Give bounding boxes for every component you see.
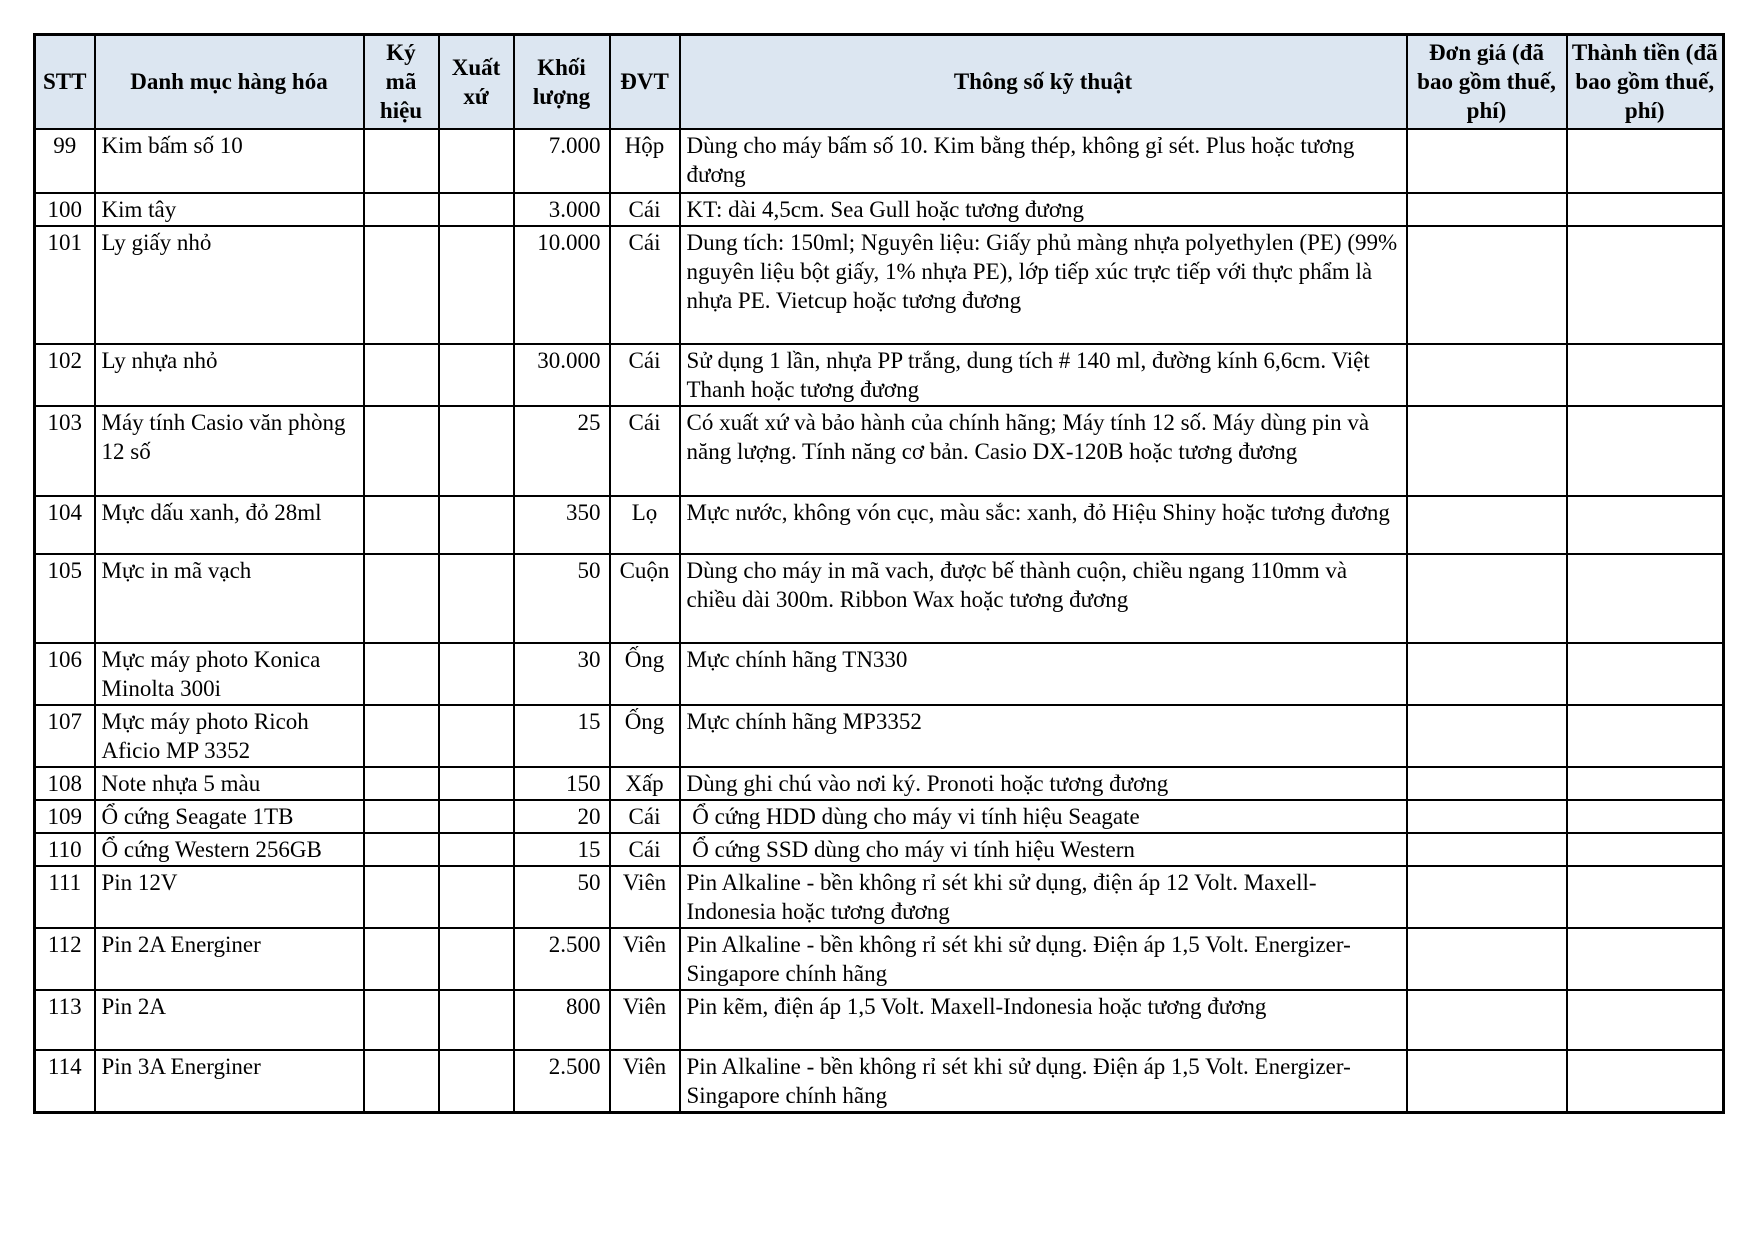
cell-stt: 110 <box>35 833 95 866</box>
cell-origin <box>439 344 514 406</box>
table-row <box>35 800 1724 833</box>
cell-unit_price <box>1407 767 1567 800</box>
table-row <box>35 496 1724 554</box>
cell-qty: 50 <box>514 866 610 928</box>
cell-qty: 50 <box>514 554 610 643</box>
cell-stt: 113 <box>35 990 95 1050</box>
cell-code <box>364 767 439 800</box>
table-row <box>35 1050 1724 1113</box>
cell-total <box>1567 1050 1724 1113</box>
cell-stt: 99 <box>35 129 95 193</box>
procurement-items-table <box>33 33 1725 1114</box>
cell-code <box>364 928 439 990</box>
cell-qty: 20 <box>514 800 610 833</box>
cell-unit: Hộp <box>610 129 680 193</box>
cell-unit: Viên <box>610 1050 680 1113</box>
column-header-qty: Khối lượng <box>514 35 610 129</box>
cell-specs: Mực chính hãng MP3352 <box>680 705 1407 767</box>
column-header-origin: Xuất xứ <box>439 35 514 129</box>
cell-total <box>1567 990 1724 1050</box>
cell-qty: 30 <box>514 643 610 705</box>
table-row <box>35 866 1724 928</box>
cell-origin <box>439 928 514 990</box>
cell-qty: 3.000 <box>514 193 610 226</box>
cell-qty: 2.500 <box>514 928 610 990</box>
cell-origin <box>439 866 514 928</box>
cell-item: Ổ cứng Seagate 1TB <box>95 800 364 833</box>
cell-qty: 10.000 <box>514 226 610 344</box>
cell-specs: KT: dài 4,5cm. Sea Gull hoặc tương đương <box>680 193 1407 226</box>
cell-stt: 111 <box>35 866 95 928</box>
cell-specs: Mực nước, không vón cục, màu sắc: xanh, đỏ Hiệu Shiny hoặc tương đương <box>680 496 1407 554</box>
cell-total <box>1567 344 1724 406</box>
cell-unit_price <box>1407 406 1567 496</box>
cell-item: Mực in mã vạch <box>95 554 364 643</box>
cell-specs: Ổ cứng SSD dùng cho máy vi tính hiệu Western <box>680 833 1407 866</box>
cell-specs: Mực chính hãng TN330 <box>680 643 1407 705</box>
cell-stt: 109 <box>35 800 95 833</box>
cell-origin <box>439 767 514 800</box>
cell-specs: Có xuất xứ và bảo hành của chính hãng; Máy tính 12 số. Máy dùng pin và năng lượng. Tính năng cơ bản. Casio DX-120B hoặc tương đương <box>680 406 1407 496</box>
cell-stt: 103 <box>35 406 95 496</box>
cell-item: Ổ cứng Western 256GB <box>95 833 364 866</box>
cell-origin <box>439 496 514 554</box>
cell-code <box>364 705 439 767</box>
cell-specs: Dung tích: 150ml; Nguyên liệu: Giấy phủ màng nhựa polyethylen (PE) (99% nguyên liệu bột giấy, 1% nhựa PE), lớp tiếp xúc trực tiếp với thực phẩm là nhựa PE. Vietcup hoặc tương đương <box>680 226 1407 344</box>
cell-stt: 107 <box>35 705 95 767</box>
cell-unit_price <box>1407 193 1567 226</box>
cell-total <box>1567 643 1724 705</box>
cell-code <box>364 643 439 705</box>
cell-item: Note nhựa 5 màu <box>95 767 364 800</box>
cell-total <box>1567 800 1724 833</box>
cell-item: Ly giấy nhỏ <box>95 226 364 344</box>
cell-specs: Pin kẽm, điện áp 1,5 Volt. Maxell-Indonesia hoặc tương đương <box>680 990 1407 1050</box>
cell-item: Ly nhựa nhỏ <box>95 344 364 406</box>
cell-unit_price <box>1407 705 1567 767</box>
cell-unit: Viên <box>610 866 680 928</box>
cell-specs: Dùng ghi chú vào nơi ký. Pronoti hoặc tương đương <box>680 767 1407 800</box>
cell-unit: Cái <box>610 800 680 833</box>
cell-origin <box>439 833 514 866</box>
cell-specs: Pin Alkaline - bền không rỉ sét khi sử dụng, điện áp 12 Volt. Maxell-Indonesia hoặc tương đương <box>680 866 1407 928</box>
table-row <box>35 344 1724 406</box>
cell-origin <box>439 705 514 767</box>
cell-unit_price <box>1407 866 1567 928</box>
cell-item: Mực máy photo Konica Minolta 300i <box>95 643 364 705</box>
table-header <box>35 35 1724 129</box>
column-header-stt: STT <box>35 35 95 129</box>
column-header-unit_price: Đơn giá (đã bao gồm thuế, phí) <box>1407 35 1567 129</box>
column-header-total: Thành tiền (đã bao gồm thuế, phí) <box>1567 35 1724 129</box>
cell-unit: Cái <box>610 193 680 226</box>
cell-qty: 150 <box>514 767 610 800</box>
cell-unit: Viên <box>610 990 680 1050</box>
cell-unit_price <box>1407 800 1567 833</box>
table-row <box>35 406 1724 496</box>
cell-item: Kim tây <box>95 193 364 226</box>
cell-total <box>1567 554 1724 643</box>
table-row <box>35 554 1724 643</box>
cell-item: Pin 2A <box>95 990 364 1050</box>
cell-specs: Sử dụng 1 lần, nhựa PP trắng, dung tích # 140 ml, đường kính 6,6cm. Việt Thanh hoặc tương đương <box>680 344 1407 406</box>
cell-unit_price <box>1407 344 1567 406</box>
cell-stt: 112 <box>35 928 95 990</box>
table-row <box>35 129 1724 193</box>
cell-total <box>1567 833 1724 866</box>
cell-qty: 15 <box>514 833 610 866</box>
cell-origin <box>439 1050 514 1113</box>
cell-unit_price <box>1407 496 1567 554</box>
cell-qty: 7.000 <box>514 129 610 193</box>
table-row <box>35 705 1724 767</box>
cell-item: Pin 2A Energiner <box>95 928 364 990</box>
cell-code <box>364 344 439 406</box>
cell-total <box>1567 866 1724 928</box>
cell-item: Kim bấm số 10 <box>95 129 364 193</box>
cell-unit_price <box>1407 643 1567 705</box>
cell-code <box>364 226 439 344</box>
cell-qty: 800 <box>514 990 610 1050</box>
cell-unit_price <box>1407 833 1567 866</box>
cell-qty: 350 <box>514 496 610 554</box>
cell-code <box>364 833 439 866</box>
cell-item: Máy tính Casio văn phòng 12 số <box>95 406 364 496</box>
cell-unit_price <box>1407 928 1567 990</box>
cell-unit: Ống <box>610 643 680 705</box>
cell-code <box>364 866 439 928</box>
cell-specs: Dùng cho máy in mã vach, được bế thành cuộn, chiều ngang 110mm và chiều dài 300m. Ribbon Wax hoặc tương đương <box>680 554 1407 643</box>
cell-unit: Xấp <box>610 767 680 800</box>
cell-origin <box>439 643 514 705</box>
cell-stt: 105 <box>35 554 95 643</box>
table-row <box>35 990 1724 1050</box>
cell-unit_price <box>1407 1050 1567 1113</box>
cell-code <box>364 554 439 643</box>
cell-code <box>364 800 439 833</box>
cell-specs: Pin Alkaline - bền không rỉ sét khi sử dụng. Điện áp 1,5 Volt. Energizer-Singapore chính hãng <box>680 1050 1407 1113</box>
cell-qty: 15 <box>514 705 610 767</box>
cell-item: Pin 3A Energiner <box>95 1050 364 1113</box>
cell-code <box>364 193 439 226</box>
cell-origin <box>439 800 514 833</box>
cell-unit: Ống <box>610 705 680 767</box>
cell-unit: Cái <box>610 406 680 496</box>
cell-total <box>1567 129 1724 193</box>
cell-unit: Lọ <box>610 496 680 554</box>
cell-qty: 2.500 <box>514 1050 610 1113</box>
cell-unit_price <box>1407 129 1567 193</box>
table-row <box>35 928 1724 990</box>
table-row <box>35 226 1724 344</box>
cell-specs: Ổ cứng HDD dùng cho máy vi tính hiệu Seagate <box>680 800 1407 833</box>
cell-total <box>1567 406 1724 496</box>
cell-unit: Cái <box>610 226 680 344</box>
cell-unit_price <box>1407 554 1567 643</box>
cell-specs: Dùng cho máy bấm số 10. Kim bằng thép, không gỉ sét. Plus hoặc tương đương <box>680 129 1407 193</box>
cell-stt: 108 <box>35 767 95 800</box>
cell-unit: Cái <box>610 833 680 866</box>
cell-qty: 30.000 <box>514 344 610 406</box>
cell-stt: 100 <box>35 193 95 226</box>
column-header-specs: Thông số kỹ thuật <box>680 35 1407 129</box>
header-row <box>35 35 1724 129</box>
cell-stt: 106 <box>35 643 95 705</box>
cell-stt: 104 <box>35 496 95 554</box>
cell-stt: 114 <box>35 1050 95 1113</box>
cell-origin <box>439 129 514 193</box>
cell-code <box>364 990 439 1050</box>
table-row <box>35 833 1724 866</box>
cell-total <box>1567 928 1724 990</box>
cell-code <box>364 406 439 496</box>
cell-total <box>1567 767 1724 800</box>
cell-total <box>1567 226 1724 344</box>
cell-specs: Pin Alkaline - bền không rỉ sét khi sử dụng. Điện áp 1,5 Volt. Energizer-Singapore chính hãng <box>680 928 1407 990</box>
cell-stt: 101 <box>35 226 95 344</box>
cell-origin <box>439 554 514 643</box>
cell-origin <box>439 193 514 226</box>
cell-stt: 102 <box>35 344 95 406</box>
cell-total <box>1567 193 1724 226</box>
table-row <box>35 643 1724 705</box>
cell-total <box>1567 496 1724 554</box>
cell-total <box>1567 705 1724 767</box>
table-body <box>35 129 1724 1113</box>
table-row <box>35 193 1724 226</box>
cell-unit: Cái <box>610 344 680 406</box>
cell-item: Mực dấu xanh, đỏ 28ml <box>95 496 364 554</box>
cell-qty: 25 <box>514 406 610 496</box>
cell-unit_price <box>1407 990 1567 1050</box>
cell-unit_price <box>1407 226 1567 344</box>
cell-item: Pin 12V <box>95 866 364 928</box>
column-header-unit: ĐVT <box>610 35 680 129</box>
cell-origin <box>439 226 514 344</box>
cell-code <box>364 496 439 554</box>
column-header-item: Danh mục hàng hóa <box>95 35 364 129</box>
cell-unit: Viên <box>610 928 680 990</box>
cell-code <box>364 129 439 193</box>
cell-origin <box>439 990 514 1050</box>
cell-unit: Cuộn <box>610 554 680 643</box>
cell-origin <box>439 406 514 496</box>
cell-code <box>364 1050 439 1113</box>
table-row <box>35 767 1724 800</box>
column-header-code: Ký mã hiệu <box>364 35 439 129</box>
cell-item: Mực máy photo Ricoh Aficio MP 3352 <box>95 705 364 767</box>
